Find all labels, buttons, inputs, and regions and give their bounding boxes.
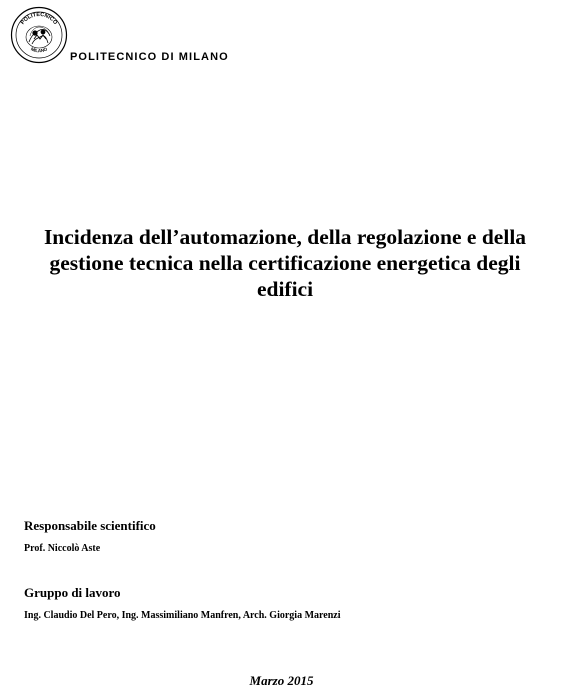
seal-bottom-text: MILANO bbox=[30, 46, 48, 54]
svg-text:MILANO bbox=[30, 46, 48, 53]
title-line-1: Incidenza dell’automazione, della regolazione e della bbox=[43, 225, 527, 249]
politecnico-seal-logo bbox=[10, 6, 68, 64]
title-line-2: gestione tecnica nella certificazione energetica degli bbox=[49, 251, 521, 275]
working-group-heading: Gruppo di lavoro bbox=[24, 585, 121, 600]
institution-name: POLITECNICO DI MILANO bbox=[70, 51, 229, 63]
document-date: Marzo 2015 bbox=[249, 673, 314, 688]
document-title bbox=[20, 224, 550, 302]
seal-figure-icon bbox=[26, 26, 52, 48]
seal-top-text: POLITECNICO bbox=[19, 11, 59, 26]
scientific-lead-name: Prof. Niccolò Aste bbox=[24, 543, 101, 554]
title-line-3: edifici bbox=[256, 277, 314, 301]
svg-text:POLITECNICO bbox=[20, 12, 59, 27]
working-group-members: Ing. Claudio Del Pero, Ing. Massimiliano Manfren, Arch. Giorgia Marenzi bbox=[24, 610, 341, 621]
scientific-lead-heading: Responsabile scientifico bbox=[24, 518, 156, 533]
